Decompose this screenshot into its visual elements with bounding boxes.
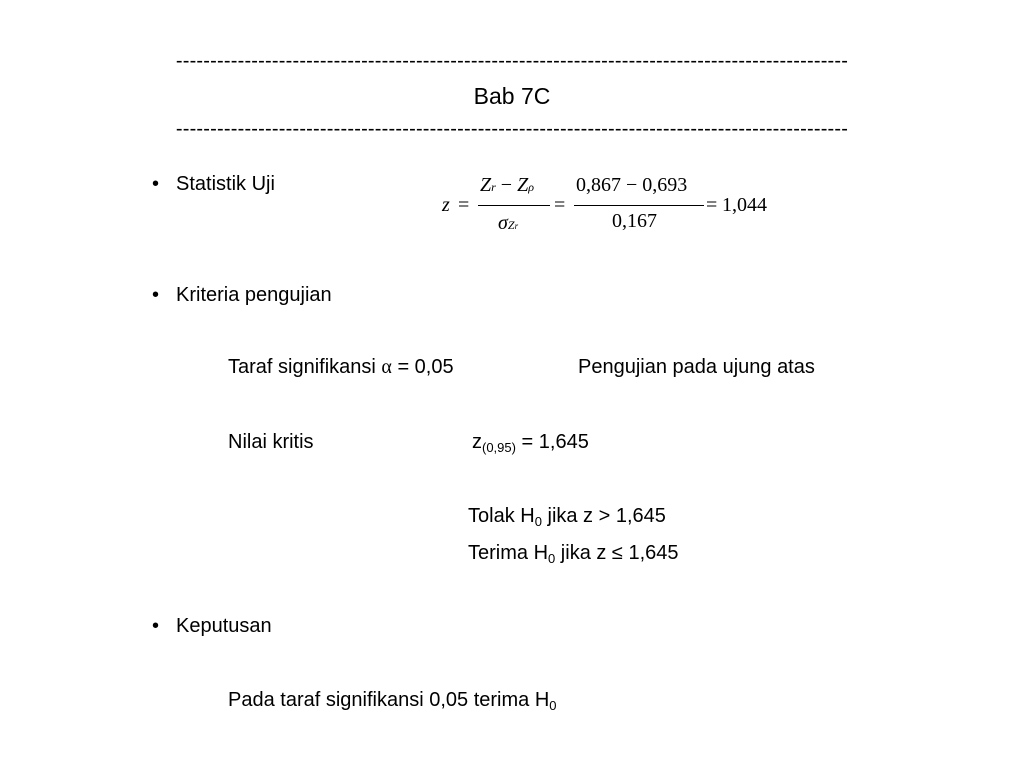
keputusan-text: Pada taraf signifikansi 0,05 terima $H_0$ bbox=[228, 689, 557, 713]
terima-h0-rule: Terima $H_0$ jika z ≤ 1,645 bbox=[468, 542, 679, 566]
bullet-label: Kriteria pengujian bbox=[176, 284, 332, 306]
formula-result: 1,044 bbox=[722, 194, 767, 216]
bullet-dot-icon: • bbox=[152, 173, 160, 195]
taraf-signifikansi-line: Taraf signifikansi α = 0,05 bbox=[228, 356, 454, 378]
formula-equals-2: = bbox=[554, 194, 566, 216]
tolak-h0-rule: Tolak $H_0$ jika z > 1,645 bbox=[468, 505, 666, 529]
formula-denominator-2: 0,167 bbox=[612, 210, 657, 232]
formula-numerator-2: 0,867 − 0,693 bbox=[576, 174, 688, 196]
bullet-kriteria-pengujian bbox=[152, 283, 332, 307]
bullet-label: Keputusan bbox=[176, 615, 272, 637]
alpha-symbol: α bbox=[381, 356, 392, 378]
nilai-kritis-value: $z_{(0,95)} = 1,645$ bbox=[472, 431, 589, 455]
pengujian-ujung-atas: Pengujian pada ujung atas bbox=[578, 356, 815, 378]
bullet-statistik-uji bbox=[152, 172, 275, 196]
bullet-keputusan bbox=[152, 614, 272, 638]
formula-denominator-1: σZr bbox=[498, 212, 519, 234]
formula-lhs: z bbox=[442, 194, 450, 216]
bullet-dot-icon: • bbox=[152, 615, 160, 637]
formula-equals-1: = bbox=[458, 194, 470, 216]
formula-numerator-1: Zr − Zρ bbox=[480, 174, 534, 196]
header-divider-top: -------------------------------------------------------------------------------------------------- bbox=[175, 50, 849, 72]
bullet-dot-icon: • bbox=[152, 284, 160, 306]
formula-equals-3: = bbox=[706, 194, 718, 216]
bullet-label: Statistik Uji bbox=[176, 173, 275, 195]
formula-fraction-bar-2 bbox=[574, 205, 704, 206]
test-statistic-formula bbox=[440, 170, 785, 242]
page-title: Bab 7C bbox=[473, 83, 551, 109]
header-divider-bottom: -------------------------------------------------------------------------------------------------- bbox=[175, 118, 849, 140]
formula-fraction-bar-1 bbox=[478, 205, 550, 206]
nilai-kritis-label: Nilai kritis bbox=[228, 431, 314, 453]
